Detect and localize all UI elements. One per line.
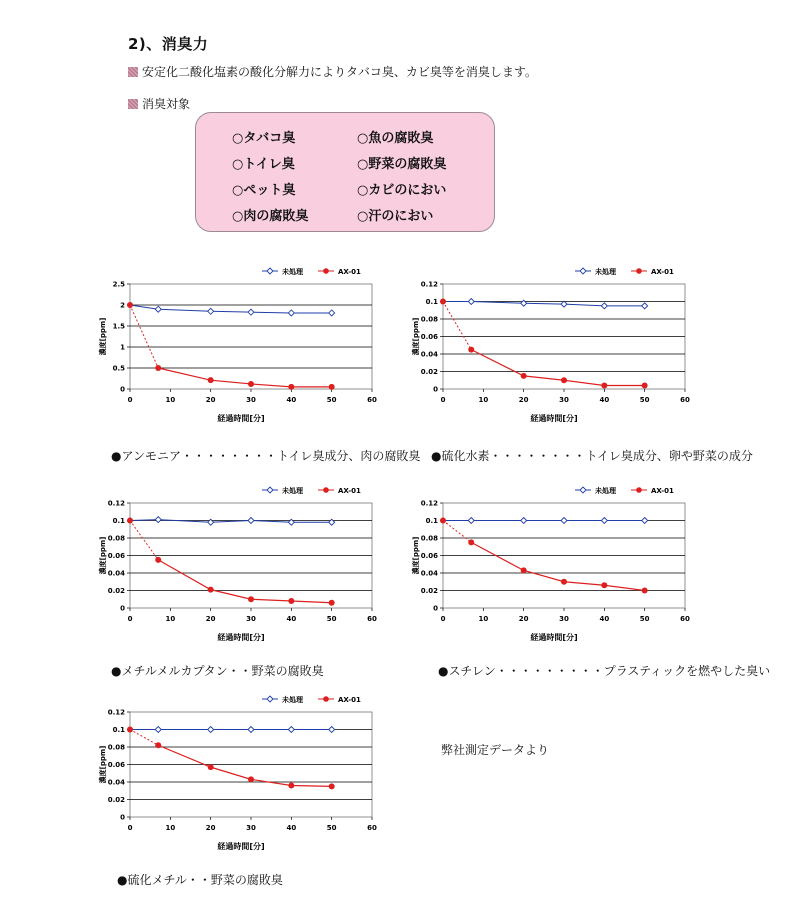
y-tick-label: 0.5 bbox=[112, 364, 125, 373]
y-tick-label: 0.08 bbox=[107, 534, 125, 543]
data-source-note: 弊社測定データより bbox=[441, 743, 550, 757]
line-chart-svg bbox=[82, 690, 382, 865]
ammonia-chart bbox=[82, 262, 382, 437]
data-point-ax01 bbox=[288, 783, 294, 789]
legend-marker bbox=[267, 268, 273, 274]
data-point-ax01 bbox=[248, 381, 254, 387]
y-tick-label: 1 bbox=[120, 343, 125, 352]
legend-marker bbox=[267, 696, 273, 702]
line-chart-svg bbox=[82, 481, 382, 656]
data-point-ax01 bbox=[329, 783, 335, 789]
square-bullet-icon bbox=[128, 99, 138, 109]
target-item: ○タバコ臭 bbox=[232, 131, 296, 146]
target-item: ○カビのにおい bbox=[357, 183, 447, 198]
y-tick-label: 0.1 bbox=[425, 517, 438, 525]
y-tick-label: 0.04 bbox=[107, 778, 125, 787]
data-point-ax01 bbox=[329, 384, 335, 390]
x-tick-label: 0 bbox=[440, 396, 446, 404]
x-tick-label: 60 bbox=[680, 396, 690, 404]
x-axis-title: 経過時間[分] bbox=[217, 842, 265, 851]
x-tick-label: 0 bbox=[127, 615, 133, 623]
y-tick-label: 1.5 bbox=[112, 322, 125, 331]
data-point-ax01 bbox=[127, 518, 133, 524]
y-tick-label: 0 bbox=[120, 604, 125, 613]
y-tick-label: 0.1 bbox=[425, 298, 438, 306]
x-tick-label: 50 bbox=[326, 396, 337, 404]
data-point-ax01 bbox=[440, 518, 446, 524]
data-point-ax01 bbox=[440, 299, 446, 305]
y-tick-label: 0 bbox=[120, 385, 125, 394]
legend-label: AX-01 bbox=[338, 268, 361, 276]
x-tick-label: 60 bbox=[367, 824, 377, 832]
legend-marker bbox=[323, 268, 329, 274]
y-tick-label: 0.1 bbox=[112, 726, 125, 734]
y-tick-label: 0.02 bbox=[420, 368, 438, 376]
x-tick-label: 50 bbox=[326, 824, 337, 832]
target-item: ○汗のにおい bbox=[357, 209, 434, 224]
y-tick-label: 0.06 bbox=[420, 552, 438, 560]
data-point-ax01 bbox=[208, 764, 214, 770]
y-tick-label: 0.04 bbox=[420, 569, 438, 578]
y-tick-label: 0 bbox=[433, 604, 438, 613]
x-tick-label: 30 bbox=[559, 615, 569, 623]
odor-targets-box bbox=[195, 112, 495, 232]
legend-label: AX-01 bbox=[338, 696, 361, 704]
x-tick-label: 50 bbox=[639, 396, 650, 404]
x-tick-label: 20 bbox=[205, 615, 216, 623]
line-chart-svg bbox=[82, 262, 382, 437]
legend-marker bbox=[323, 696, 329, 702]
target-item: ○トイレ臭 bbox=[232, 157, 295, 172]
legend-label: 未処理 bbox=[595, 268, 616, 276]
chart-caption: ●硫化水素・・・・・・・・トイレ臭成分、卵や野菜の成分 bbox=[431, 449, 753, 463]
y-axis-title: 濃度[ppm] bbox=[412, 317, 420, 356]
x-tick-label: 10 bbox=[165, 615, 176, 623]
legend-label: 未処理 bbox=[595, 487, 616, 495]
legend-marker bbox=[267, 487, 273, 493]
hydrogen-sulfide-chart bbox=[395, 262, 695, 437]
chart-caption: ●スチレン・・・・・・・・・プラスティックを燃やした臭い bbox=[438, 664, 771, 678]
target-item: ○肉の腐敗臭 bbox=[232, 209, 309, 224]
legend-label: AX-01 bbox=[651, 487, 674, 495]
legend-label: 未処理 bbox=[282, 487, 303, 495]
methyl-sulfide-chart bbox=[82, 690, 382, 865]
legend-label: 未処理 bbox=[282, 268, 303, 276]
x-tick-label: 10 bbox=[478, 396, 489, 404]
y-tick-label: 0.04 bbox=[107, 569, 125, 578]
data-point-ax01 bbox=[155, 742, 161, 748]
x-tick-label: 0 bbox=[440, 615, 446, 623]
y-tick-label: 0.02 bbox=[107, 587, 125, 595]
target-item: ○ペット臭 bbox=[232, 183, 296, 198]
y-tick-label: 0 bbox=[433, 385, 438, 394]
line-chart-svg bbox=[395, 481, 695, 656]
x-tick-label: 60 bbox=[367, 615, 377, 623]
styrene-chart bbox=[395, 481, 695, 656]
x-tick-label: 50 bbox=[639, 615, 650, 623]
y-tick-label: 0.06 bbox=[107, 761, 125, 769]
x-tick-label: 30 bbox=[246, 396, 256, 404]
description-text: 安定化二酸化塩素の酸化分解力によりタバコ臭、カビ臭等を消臭します。 bbox=[142, 65, 537, 79]
y-axis-title: 濃度[ppm] bbox=[99, 745, 107, 784]
square-bullet-icon bbox=[128, 67, 138, 77]
data-point-ax01 bbox=[288, 384, 294, 390]
y-axis-title: 濃度[ppm] bbox=[99, 536, 107, 575]
x-tick-label: 40 bbox=[599, 396, 610, 404]
y-tick-label: 0.08 bbox=[420, 315, 438, 324]
x-axis-title: 経過時間[分] bbox=[217, 633, 265, 642]
x-tick-label: 10 bbox=[165, 396, 176, 404]
x-tick-label: 40 bbox=[599, 615, 610, 623]
line-chart-svg bbox=[395, 262, 695, 437]
data-point-ax01 bbox=[127, 302, 133, 308]
x-tick-label: 40 bbox=[286, 824, 297, 832]
legend-marker bbox=[580, 487, 586, 493]
y-tick-label: 0.02 bbox=[420, 587, 438, 595]
targets-heading-line bbox=[128, 95, 190, 112]
legend-marker bbox=[580, 268, 586, 274]
x-tick-label: 60 bbox=[680, 615, 690, 623]
data-point-ax01 bbox=[208, 587, 214, 593]
legend-label: AX-01 bbox=[338, 487, 361, 495]
x-tick-label: 20 bbox=[205, 824, 216, 832]
y-tick-label: 2 bbox=[120, 301, 125, 310]
data-point-ax01 bbox=[521, 567, 527, 573]
x-tick-label: 10 bbox=[478, 615, 489, 623]
y-tick-label: 0.08 bbox=[420, 534, 438, 543]
y-tick-label: 0 bbox=[120, 813, 125, 822]
x-tick-label: 60 bbox=[367, 396, 377, 404]
data-point-ax01 bbox=[208, 377, 214, 383]
x-tick-label: 0 bbox=[127, 824, 133, 832]
x-tick-label: 0 bbox=[127, 396, 133, 404]
legend-label: 未処理 bbox=[282, 696, 303, 704]
data-point-ax01 bbox=[248, 776, 254, 782]
y-tick-label: 0.12 bbox=[420, 280, 438, 289]
legend-marker bbox=[636, 487, 642, 493]
x-tick-label: 20 bbox=[518, 615, 529, 623]
methyl-mercaptan-chart bbox=[82, 481, 382, 656]
data-point-ax01 bbox=[601, 383, 607, 389]
data-point-ax01 bbox=[155, 365, 161, 371]
targets-heading: 消臭対象 bbox=[142, 97, 191, 111]
chart-caption: ●硫化メチル・・野菜の腐敗臭 bbox=[117, 873, 283, 887]
y-tick-label: 0.06 bbox=[420, 333, 438, 341]
data-point-ax01 bbox=[561, 579, 567, 585]
y-tick-label: 0.02 bbox=[107, 796, 125, 804]
x-tick-label: 30 bbox=[246, 615, 256, 623]
y-tick-label: 0.06 bbox=[107, 552, 125, 560]
x-axis-title: 経過時間[分] bbox=[530, 414, 578, 423]
section-title: 2)、消臭力 bbox=[128, 35, 209, 53]
x-tick-label: 10 bbox=[165, 824, 176, 832]
chart-caption: ●アンモニア・・・・・・・・トイレ臭成分、肉の腐敗臭 bbox=[111, 449, 421, 463]
x-axis-title: 経過時間[分] bbox=[217, 414, 265, 423]
y-tick-label: 0.12 bbox=[420, 499, 438, 508]
y-tick-label: 0.12 bbox=[107, 499, 125, 508]
plot-area bbox=[130, 284, 372, 389]
data-point-ax01 bbox=[468, 539, 474, 545]
y-tick-label: 0.08 bbox=[107, 743, 125, 752]
legend-marker bbox=[323, 487, 329, 493]
x-tick-label: 40 bbox=[286, 396, 297, 404]
data-point-ax01 bbox=[155, 557, 161, 563]
legend-label: AX-01 bbox=[651, 268, 674, 276]
data-point-ax01 bbox=[248, 596, 254, 602]
x-tick-label: 20 bbox=[518, 396, 529, 404]
y-axis-title: 濃度[ppm] bbox=[412, 536, 420, 575]
y-tick-label: 0.12 bbox=[107, 708, 125, 717]
x-tick-label: 20 bbox=[205, 396, 216, 404]
target-item: ○野菜の腐敗臭 bbox=[357, 157, 447, 172]
data-point-ax01 bbox=[521, 373, 527, 379]
chart-caption: ●メチルメルカプタン・・野菜の腐敗臭 bbox=[111, 664, 324, 678]
data-point-ax01 bbox=[329, 600, 335, 606]
target-item: ○魚の腐敗臭 bbox=[357, 131, 434, 146]
description-line bbox=[128, 63, 537, 80]
x-tick-label: 50 bbox=[326, 615, 337, 623]
y-tick-label: 0.1 bbox=[112, 517, 125, 525]
data-point-ax01 bbox=[642, 588, 648, 594]
x-tick-label: 30 bbox=[246, 824, 256, 832]
x-axis-title: 経過時間[分] bbox=[530, 633, 578, 642]
y-axis-title: 濃度[ppm] bbox=[99, 317, 107, 356]
data-point-ax01 bbox=[601, 582, 607, 588]
data-point-ax01 bbox=[127, 727, 133, 733]
data-point-ax01 bbox=[288, 598, 294, 604]
x-tick-label: 40 bbox=[286, 615, 297, 623]
data-point-ax01 bbox=[642, 383, 648, 389]
x-tick-label: 30 bbox=[559, 396, 569, 404]
y-tick-label: 2.5 bbox=[112, 280, 125, 289]
legend-marker bbox=[636, 268, 642, 274]
data-point-ax01 bbox=[468, 347, 474, 353]
data-point-ax01 bbox=[561, 377, 567, 383]
y-tick-label: 0.04 bbox=[420, 350, 438, 359]
